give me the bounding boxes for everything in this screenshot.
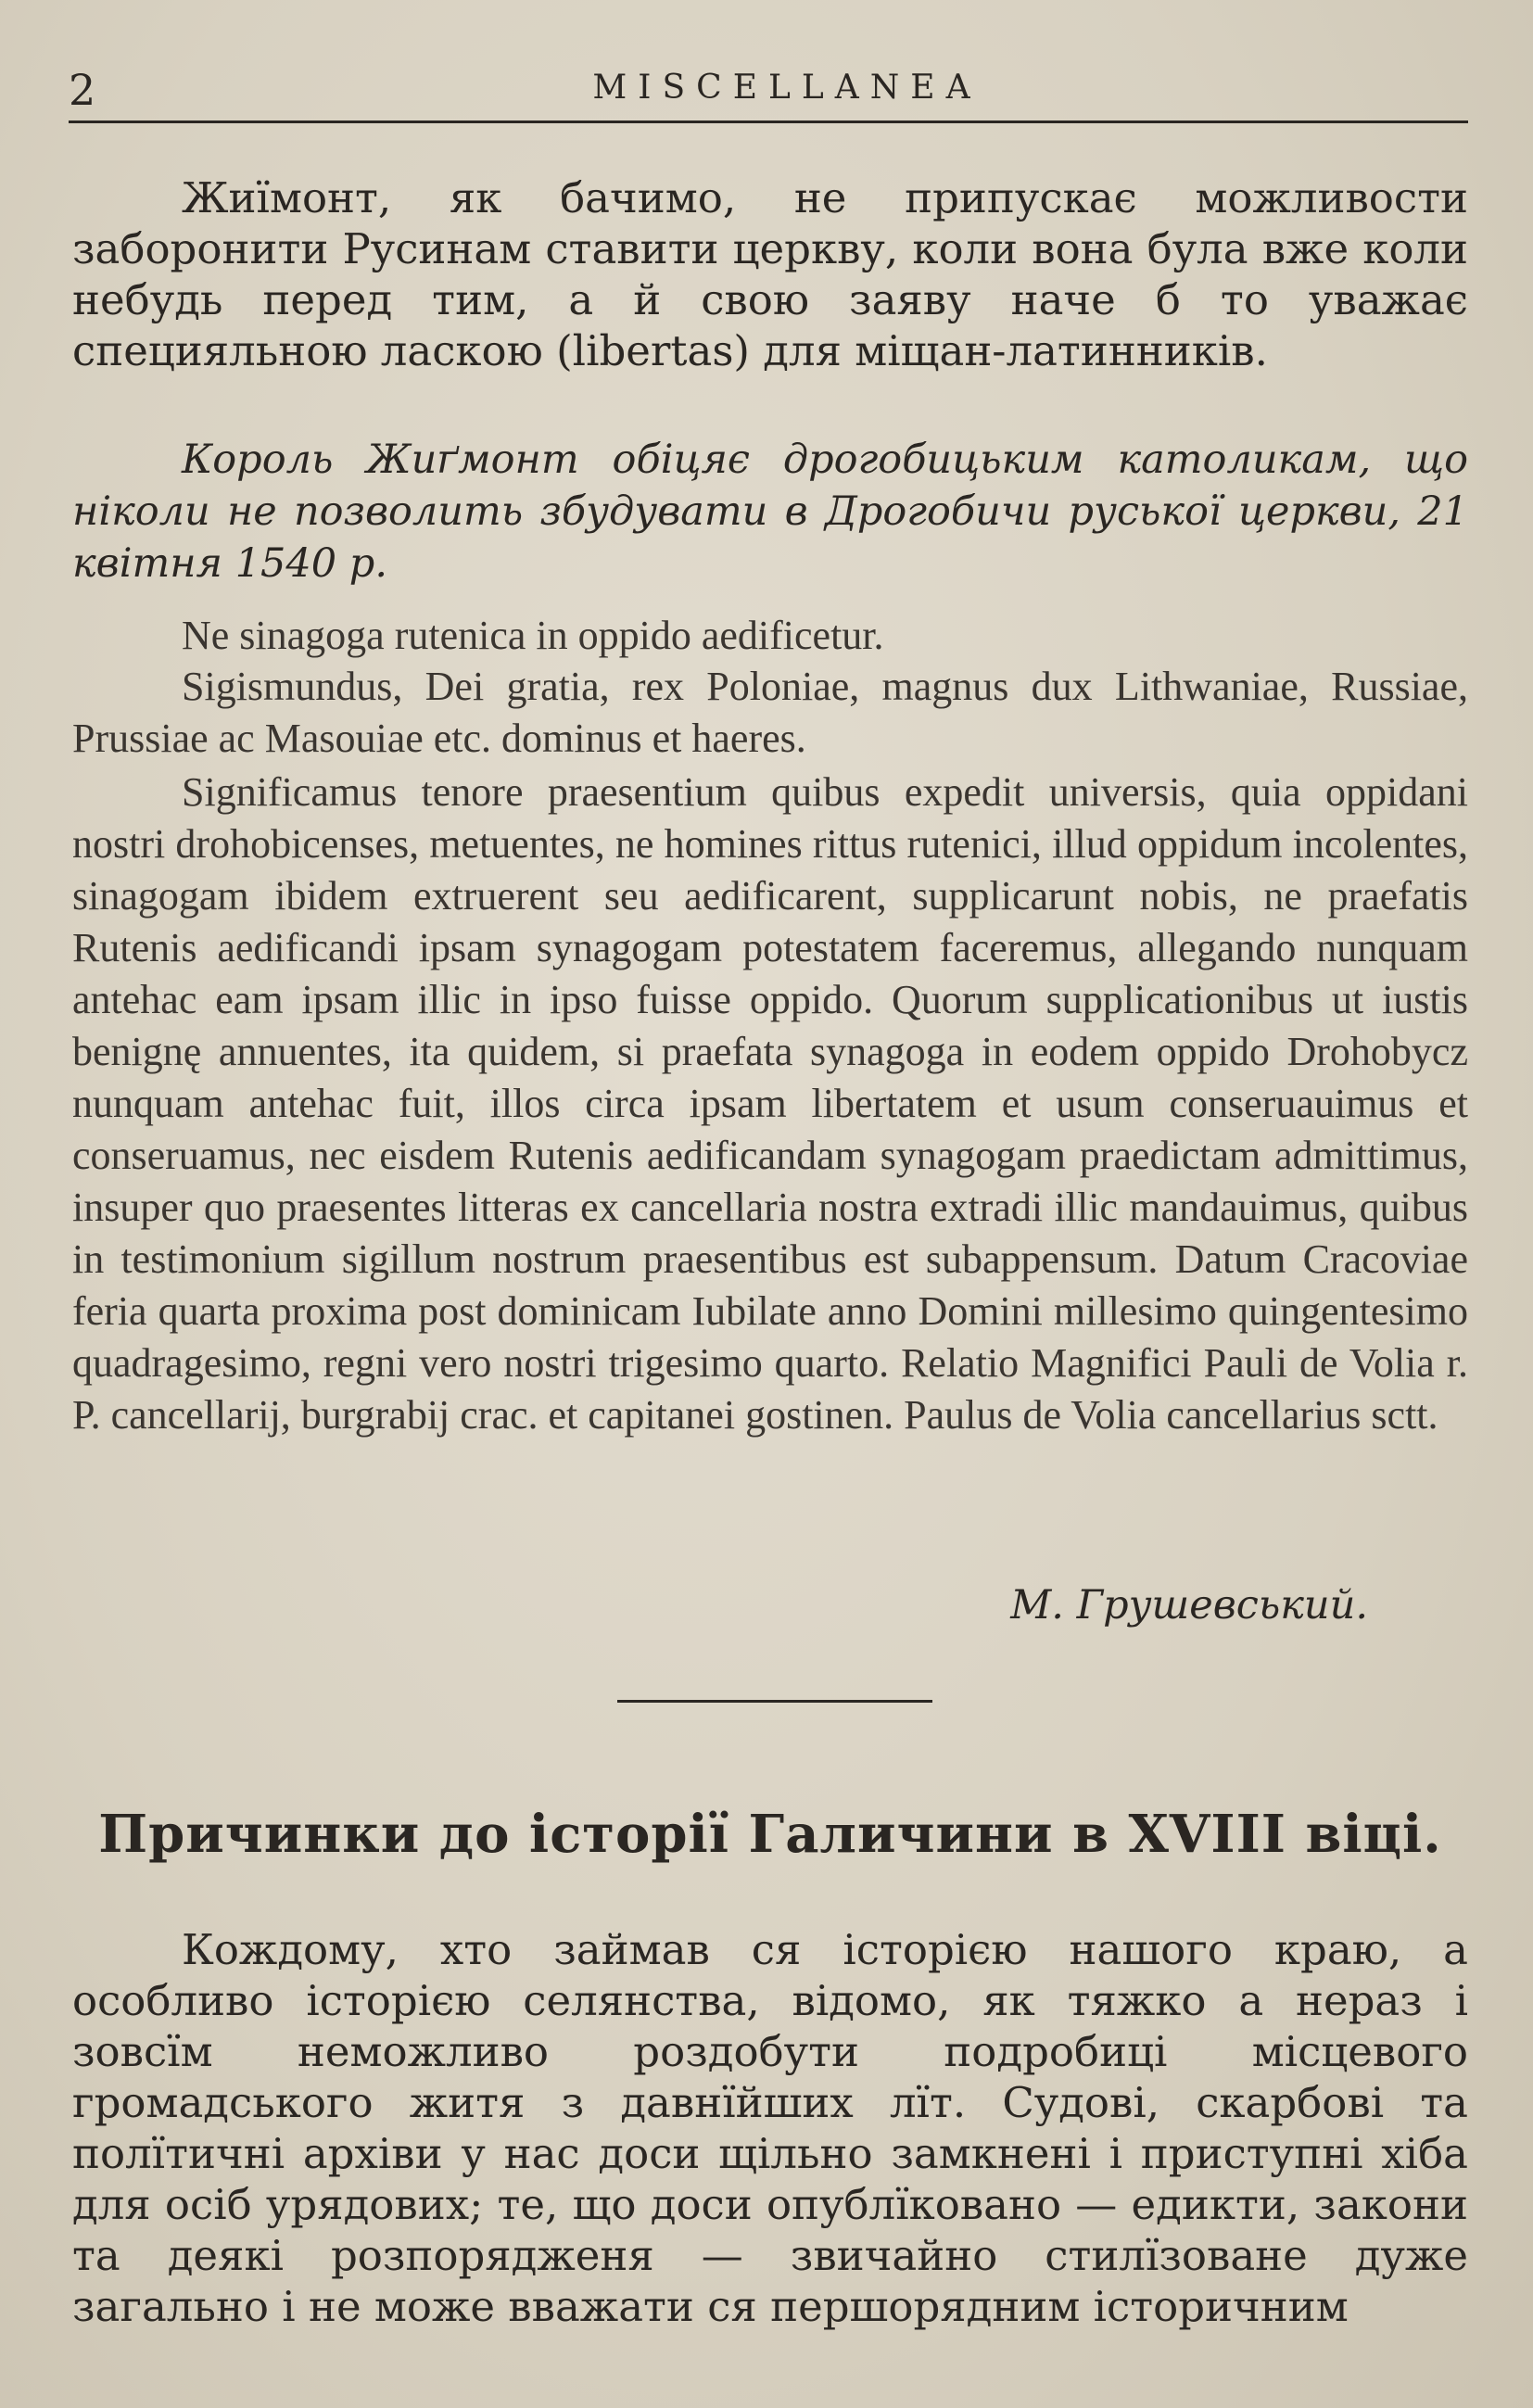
page-number: 2 xyxy=(69,65,96,115)
section-divider xyxy=(617,1700,932,1703)
latin-body: Significamus tenore praesentium quibus expedit universis, quia oppidani nostri drohobicenses, metuentes, ne homines rittus rutenici, illud oppidum incolentes, sinagogam ibidem extruerent seu aedificarent, supplicarunt nobis, ne praefatis Rutenis aedificandi ipsam synagogam potestatem faceremus, allegando nunquam antehac eam ipsam illic in ipso fuisse oppido. Quorum supplicationibus ut iustis benignę annuentes, ita quidem, si praefata synagoga in eodem oppido Drohobycz nunquam antehac fuit, illos circa ipsam libertatem et usum conseruauimus et conseruamus, nec eisdem Rutenis aedificandam synagogam praedictam admittimus, insuper quo praesentes litteras ex cancellaria nostra extradi illic mandauimus, quibus in testimonium sigillum nostrum praesentibus est subappensum. Datum Cracoviae feria quarta proxima post dominicam Iubilate anno Domini millesimo quingentesimo quadragesimo, regni vero nostri trigesimo quarto. Relatio Magnifici Pauli de Volia r. P. cancellarij, burgrabij crac. et capitanei gostinen. Paulus de Volia cancellarius sctt. xyxy=(72,769,1468,1438)
latin-title: Ne sinagoga rutenica in oppido aedificetur. xyxy=(182,613,884,658)
section-body: Кождому, хто займав ся історією нашого краю, а особливо історією селянства, відомо, як тяжко а нераз і зовсїм неможливо роздобути подробиці місцевого громадського житя з давнїйших лїт. Судові, скарбові та полїтичні архіви у нас доси щільно замкнені і приступні хіба для осіб урядових; те, що доси опублїковано — едикти, закони та деякі розпорядженя — звичайно стилїзоване дуже загально і не може вважати ся першорядним історичним xyxy=(72,1925,1468,2331)
author-signature: М. Грушевський. xyxy=(1010,1582,1368,1629)
document-caption: Король Жиґмонт обіцяє дрогобицьким католикам, що ніколи не позволить збудувати в Дрогобичи руської церкви, 21 квітня 1540 р. xyxy=(72,437,1468,587)
running-head: MISCELLANEA xyxy=(592,69,982,107)
header-rule xyxy=(69,120,1468,123)
intro-paragraph: Жиїмонт, як бачимо, не припускає можливости заборонити Русинам ставити церкву, коли вона була вже коли небудь перед тим, а й свою заяву наче б то уважає специяльною ласкою (libertas) для міщан-латинників. xyxy=(72,173,1468,375)
latin-intitulatio: Sigismundus, Dei gratia, rex Poloniae, magnus dux Lithwaniae, Russiae, Prussiae ac Masouiae etc. dominus et haeres. xyxy=(72,664,1468,761)
page-header xyxy=(69,65,1468,120)
section-title: Причинки до історії Галичини в XVIII віці. xyxy=(98,1804,1442,1865)
